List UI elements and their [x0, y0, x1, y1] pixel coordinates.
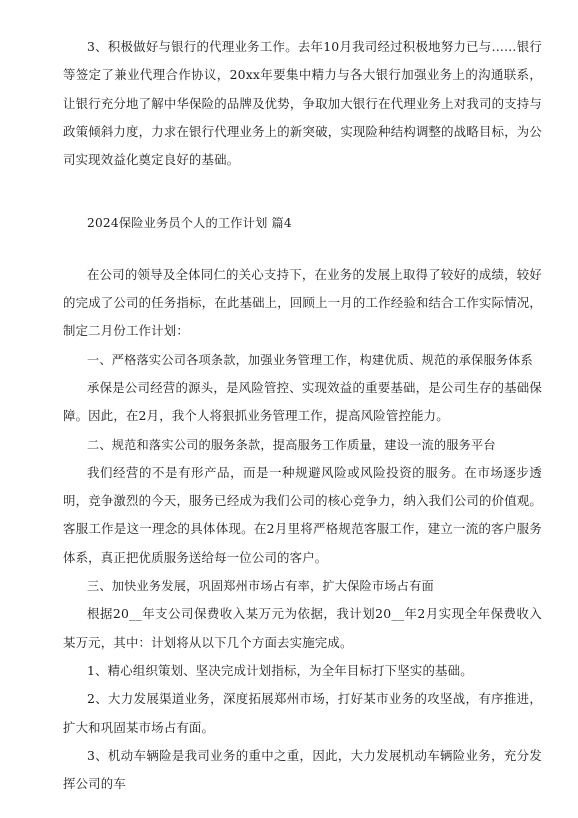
heading-one: 一、严格落实公司各项条款，加强业务管理工作，构建优质、规范的承保服务体系	[87, 352, 533, 367]
heading-three: 三、加快业务发展，巩固郑州市场占有率，扩大保险市场占有面	[87, 579, 434, 594]
paragraph-service: 我们经营的不是有形产品，而是一种规避风险或风险投资的服务。在市场逐步透明，竞争激烈的今天，服务已经成为我们公司的核心竞争力，纳入我们公司的价值观。客服工作是这一理念的具体体现。在2月里将严格规范客服工作，建立一流的客户服务体系，真正把优质服务送给每一位公司的客户。	[63, 464, 542, 565]
paragraph-intro: 在公司的领导及全体同仁的关心支持下，在业务的发展上取得了较好的成绩，较好的完成了公司的任务指标，在此基础上，回顾上一月的工作经验和结合工作实际情况，制定二月份工作计划：	[63, 266, 542, 339]
spacer	[63, 238, 542, 261]
list-item-3: 3、机动车辆险是我司业务的重中之重，因此，大力发展机动车辆险业务，充分发挥公司的车	[63, 747, 542, 792]
heading-two: 二、规范和落实公司的服务条款，提高服务工作质量，建设一流的服务平台	[87, 437, 496, 452]
paragraph-underwriting: 承保是公司经营的源头，是风险管控、实现效益的重要基础，是公司生存的基础保障。因此，在2月，我个人将狠抓业务管理工作，提高风险管控能力。	[63, 379, 542, 424]
paragraph-premium-plan: 根据20__年支公司保费收入某万元为依据，我计划20__年2月实现全年保费收入某万元，其中：计划将从以下几个方面去实施完成。	[63, 606, 542, 650]
section-title: 2024保险业务员个人的工作计划 篇4	[87, 216, 292, 231]
paragraph-bank-agency: 3、积极做好与银行的代理业务工作。去年10月我司经过积极地努力已与……银行等签定了兼业代理合作协议，20xx年要集中精力与各大银行加强业务上的沟通联系，让银行充分地了解中华保险的品牌及优势，争取加大银行在代理业务上对我司的支持与政策倾斜力度，力求在银行代理业务上的新突破，实现险种结构调整的战略目标，为公司实现效益化奠定良好的基础。	[63, 39, 542, 168]
list-item-2: 2、大力发展渠道业务，深度拓展郑州市场，打好某市业务的攻坚战，有序推进，扩大和巩固某市场占有面。	[63, 691, 542, 735]
list-item-1: 1、精心组织策划、坚决完成计划指标，为全年目标打下坚实的基础。	[87, 662, 473, 678]
spacer	[63, 174, 542, 209]
